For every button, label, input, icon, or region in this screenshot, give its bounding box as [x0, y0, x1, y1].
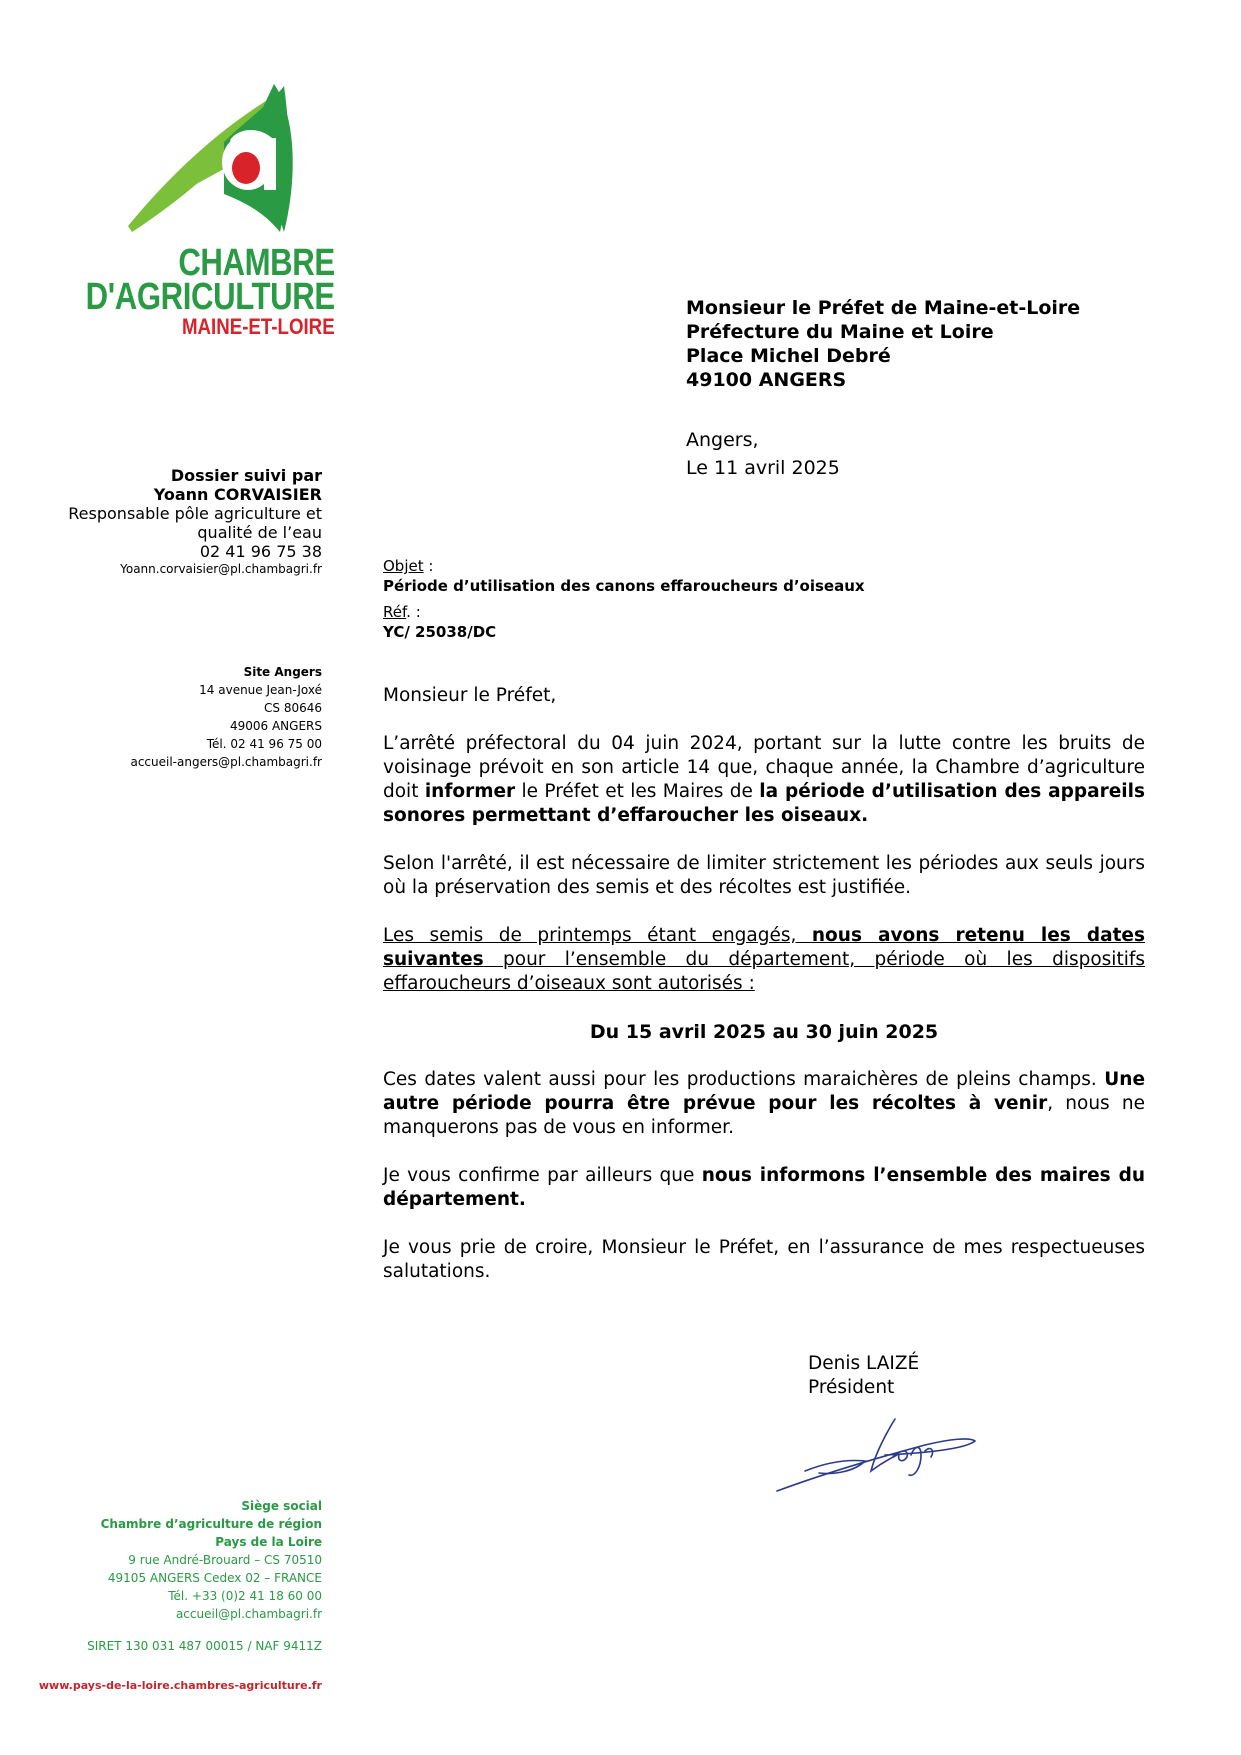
contact-role-line2: qualité de l’eau: [197, 523, 322, 542]
logo-text-chambre: CHAMBRE: [178, 242, 335, 284]
p1-bold-b: informer: [424, 781, 516, 802]
p4-text-c: , nous ne manquerons pas de vous en informer.: [383, 1093, 1145, 1138]
siege-org2: Pays de la Loire: [215, 1535, 322, 1549]
siege-street: 9 rue André-Brouard – CS 70510: [128, 1553, 322, 1567]
reference-value: YC/ 25038/DC: [383, 623, 497, 641]
p1-bold-d: la période d’utilisation des appareils sonores permettant d’effaroucher les oiseaux.: [383, 781, 1145, 826]
signatory-title: Président: [808, 1377, 895, 1398]
siege-title: Siège social: [241, 1499, 322, 1513]
contact-block: [68, 466, 322, 578]
site-cs: CS 80646: [264, 701, 322, 715]
contact-label: Dossier suivi par: [170, 466, 322, 485]
reference-label: Réf: [383, 603, 407, 621]
signatory-block: [808, 1352, 919, 1400]
site-email: accueil-angers@pl.chambagri.fr: [130, 755, 322, 769]
p1-text-c: le Préfet et les Maires de: [515, 781, 760, 802]
site-phone: Tél. 02 41 96 75 00: [206, 737, 322, 751]
subject-label-suffix: :: [423, 557, 434, 575]
paragraph-3: [383, 924, 1145, 996]
subject-block: [383, 556, 1143, 642]
signatory-name: Denis LAIZÉ: [808, 1353, 920, 1374]
handwritten-signature-icon: [775, 1415, 980, 1497]
siege-org1: Chambre d’agriculture de région: [100, 1517, 322, 1531]
paragraph-2: Selon l'arrêté, il est nécessaire de limiter strictement les périodes aux seuls jours où la préservation des semis et des récoltes est justifiée.: [383, 853, 1145, 898]
salutation: Monsieur le Préfet,: [383, 685, 557, 706]
p5-bold-b: nous informons l’ensemble des maires du département.: [383, 1165, 1145, 1210]
paragraph-1: [383, 732, 1145, 828]
p3-bold-b: nous avons retenu les dates suivantes: [383, 925, 1145, 970]
recipient-line4: 49100 ANGERS: [686, 369, 847, 391]
authorized-period: Du 15 avril 2025 au 30 juin 2025: [589, 1021, 939, 1043]
contact-role-line1: Responsable pôle agriculture et: [68, 504, 322, 523]
site-block: [130, 663, 322, 771]
logo-text-agriculture: D'AGRICULTURE: [85, 276, 335, 318]
subject-value: Période d’utilisation des canons effaroucheurs d’oiseaux: [383, 577, 865, 595]
letter-body: [383, 684, 1145, 1308]
reference-label-suffix: . :: [406, 603, 421, 621]
paragraph-6: Je vous prie de croire, Monsieur le Préfet, en l’assurance de mes respectueuses salutations.: [383, 1237, 1145, 1282]
recipient-line3: Place Michel Debré: [686, 345, 891, 367]
site-title: Site Angers: [243, 665, 322, 679]
contact-email: Yoann.corvaisier@pl.chambagri.fr: [120, 562, 322, 576]
paragraph-4: [383, 1068, 1145, 1140]
siege-email: accueil@pl.chambagri.fr: [175, 1607, 322, 1621]
subject-label: Objet: [383, 557, 424, 575]
date-block: [686, 426, 840, 482]
logo-text-department: MAINE-ET-LOIRE: [182, 314, 335, 339]
p4-text-a: Ces dates valent aussi pour les productions maraichères de pleins champs.: [383, 1069, 1105, 1090]
date-value: Le 11 avril 2025: [686, 457, 840, 479]
recipient-line1: Monsieur le Préfet de Maine-et-Loire: [686, 297, 1081, 319]
recipient-address: [686, 296, 1080, 392]
p3-text-a: Les semis de printemps étant engagés,: [383, 925, 812, 946]
contact-name: Yoann CORVAISIER: [153, 485, 322, 504]
p4-bold-b: Une autre période pourra être prévue pour les récoltes à venir: [383, 1069, 1145, 1114]
p1-text-a: L’arrêté préfectoral du 04 juin 2024, portant sur la lutte contre les bruits de voisinage prévoit en son article 14 que, chaque année, la Chambre d’agriculture doit: [383, 733, 1145, 802]
siege-block: [87, 1497, 322, 1655]
paragraph-5: [383, 1164, 1145, 1212]
recipient-line2: Préfecture du Maine et Loire: [686, 321, 994, 343]
siege-city: 49105 ANGERS Cedex 02 – FRANCE: [107, 1571, 322, 1585]
siege-phone: Tél. +33 (0)2 41 18 60 00: [168, 1589, 322, 1603]
site-city: 49006 ANGERS: [229, 719, 322, 733]
chamber-logo-icon: [124, 82, 314, 242]
website-link[interactable]: www.pays-de-la-loire.chambres-agriculture.fr: [38, 1679, 322, 1692]
contact-phone: 02 41 96 75 38: [199, 542, 322, 561]
site-street: 14 avenue Jean-Joxé: [199, 683, 322, 697]
p3-text-c: pour l’ensemble du département, période où les dispositifs effaroucheurs d’oiseaux sont autorisés :: [383, 949, 1145, 994]
p5-text-a: Je vous confirme par ailleurs que: [383, 1165, 702, 1186]
siege-siret: SIRET 130 031 487 00015 / NAF 9411Z: [87, 1639, 322, 1653]
date-place: Angers,: [686, 429, 759, 451]
